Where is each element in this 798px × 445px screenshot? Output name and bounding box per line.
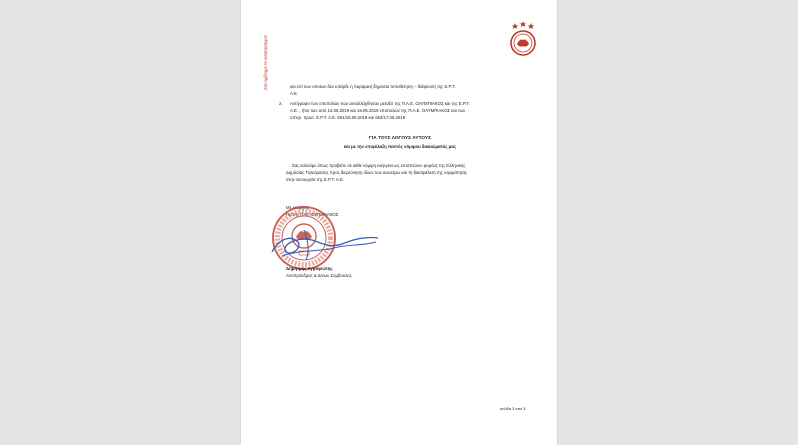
signatory-role: Αντιπρόεδρος & Δ/νων Σύμβουλος: [286, 273, 352, 278]
item1-line-1: και επί των οποίων δεν υπάρξε η παραμική δημόσια τοποθέτηση – διάψευση της Ε.Ρ.Τ.: [290, 84, 456, 89]
section-subheading: και με την επιφύλαξη παντός νόμιμου δικαιώματός μας: [343, 144, 457, 149]
signatory-name: Δημήτρης Αγραφιώτης: [286, 266, 333, 271]
item2-line-3: υπ'αρ. πρωτ. Ε.Ρ.Τ. Α.Ε. 661/15.06.2019 και 663/17.06.2019: [290, 115, 406, 120]
body-line-2: Δημόσιας Τηλεόρασης προς διερεύνηση όλων των ανωτέρω και τη διασφάλιση της νομιμότητας: [286, 170, 468, 175]
body-line-3: στην λειτουργία της Ε.Ρ.Τ. Α.Ε.: [286, 177, 345, 182]
page-number: σελίδα 3 από 3: [500, 407, 526, 411]
handwritten-signature: [268, 222, 388, 264]
body-line-1: Σας καλούμε όπως προβείτε σε κάθε νόμιμη ενέργεια ως εποπτεύων φορέας της Ελληνικής: [292, 163, 466, 168]
olympiacos-crest-icon: [509, 21, 537, 57]
item2-line-2: Α.Ε. , ήτοι των από 14.06.2019 και 16.06.2019 επιστολών της Π.Α.Ε. ΟΛΥΜΠΙΑΚΟΣ και των: [290, 108, 466, 113]
item1-line-2: Α.Ε.: [290, 91, 299, 96]
item2-number: 2.: [279, 101, 283, 106]
closing-text: Με εκτίμηση: [286, 205, 310, 210]
section-heading: ΓΙΑ ΤΟΥΣ ΛΟΓΟΥΣ ΑΥΤΟΥΣ: [369, 136, 431, 141]
item2-line-1: Αντίγραφο των επιστολών που ανταλλάχθησαν μεταξύ της Π.Α.Ε. ΟΛΥΜΠΙΑΚΟΣ και της Ε.Ρ.Τ.: [290, 101, 470, 106]
side-motto: Σαν έμβλημα τα αναστρέψιμο!: [263, 35, 268, 90]
closing-for: Για την ΠΑΕ ΟΛΥΜΠΙΑΚΟΣ: [286, 212, 339, 217]
